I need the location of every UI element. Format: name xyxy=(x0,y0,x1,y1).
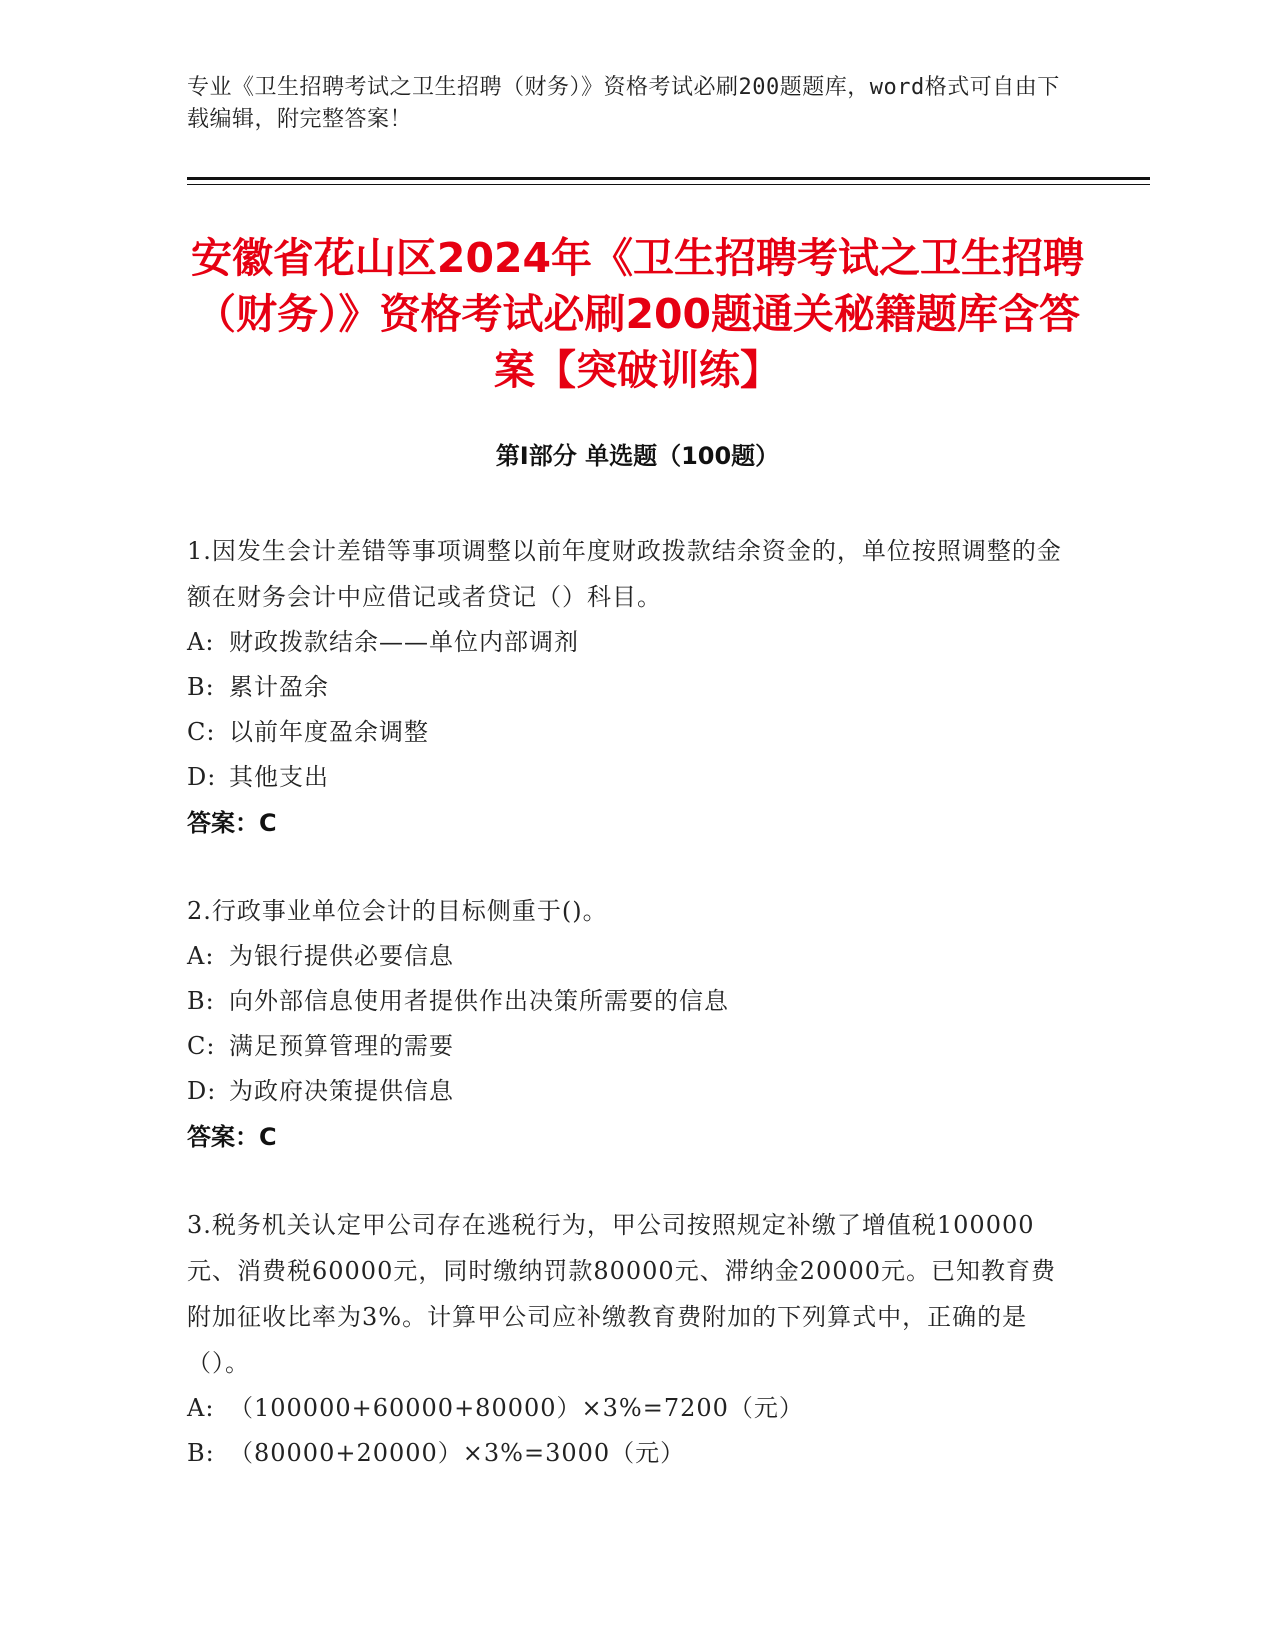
option-text: 财政拨款结余——单位内部调剂 xyxy=(229,628,579,656)
header-note: 专业《卫生招聘考试之卫生招聘（财务）》资格考试必刷200题题库，word格式可自由下载编辑，附完整答案！ xyxy=(187,75,1060,132)
option-b xyxy=(187,979,1067,1024)
option-b xyxy=(187,665,1067,710)
option-key: B: xyxy=(187,987,215,1015)
option-key: B: xyxy=(187,673,215,701)
question-stem: 1.因发生会计差错等事项调整以前年度财政拨款结余资金的，单位按照调整的金额在财务会计中应借记或者贷记（）科目。 xyxy=(187,537,1062,611)
question-stem: 2.行政事业单位会计的目标侧重于()。 xyxy=(187,897,608,925)
option-key: C: xyxy=(187,718,216,746)
header-rule-thin xyxy=(187,184,1150,185)
header-rule-thick xyxy=(187,177,1150,180)
option-text: （80000+20000）×3%=3000（元） xyxy=(229,1439,686,1467)
option-a xyxy=(187,934,1067,979)
option-text: 累计盈余 xyxy=(229,673,329,701)
option-text: 向外部信息使用者提供作出决策所需要的信息 xyxy=(229,987,729,1015)
option-a xyxy=(187,620,1067,665)
option-a xyxy=(187,1386,1067,1431)
option-text: 以前年度盈余调整 xyxy=(229,718,429,746)
option-b xyxy=(187,1431,1067,1476)
option-text: 为政府决策提供信息 xyxy=(229,1077,454,1105)
option-key: D: xyxy=(187,1077,217,1105)
option-key: A: xyxy=(187,628,215,656)
option-text: （100000+60000+80000）×3%=7200（元） xyxy=(229,1394,804,1422)
option-text: 其他支出 xyxy=(229,763,329,791)
option-key: A: xyxy=(187,942,215,970)
option-key: C: xyxy=(187,1032,216,1060)
option-d xyxy=(187,755,1067,800)
option-key: A: xyxy=(187,1394,215,1422)
answer: 答案：C xyxy=(187,809,277,837)
question-3 xyxy=(187,1202,1067,1476)
answer: 答案：C xyxy=(187,1123,277,1151)
question-1 xyxy=(187,528,1067,846)
question-list xyxy=(187,528,1067,1518)
document-title: 安徽省花山区2024年《卫生招聘考试之卫生招聘（财务）》资格考试必刷200题通关秘籍题库含答案【突破训练】 xyxy=(190,234,1085,394)
option-text: 为银行提供必要信息 xyxy=(229,942,454,970)
option-text: 满足预算管理的需要 xyxy=(229,1032,454,1060)
option-c xyxy=(187,710,1067,755)
question-2 xyxy=(187,888,1067,1160)
section-heading: 第I部分 单选题（100题） xyxy=(495,442,780,470)
option-key: D: xyxy=(187,763,217,791)
option-key: B: xyxy=(187,1439,215,1467)
option-d xyxy=(187,1069,1067,1114)
question-stem: 3.税务机关认定甲公司存在逃税行为，甲公司按照规定补缴了增值税100000元、消费税60000元，同时缴纳罚款80000元、滞纳金20000元。已知教育费附加征收比率为3%。计算甲公司应补缴教育费附加的下列算式中，正确的是（）。 xyxy=(187,1211,1057,1377)
option-c xyxy=(187,1024,1067,1069)
